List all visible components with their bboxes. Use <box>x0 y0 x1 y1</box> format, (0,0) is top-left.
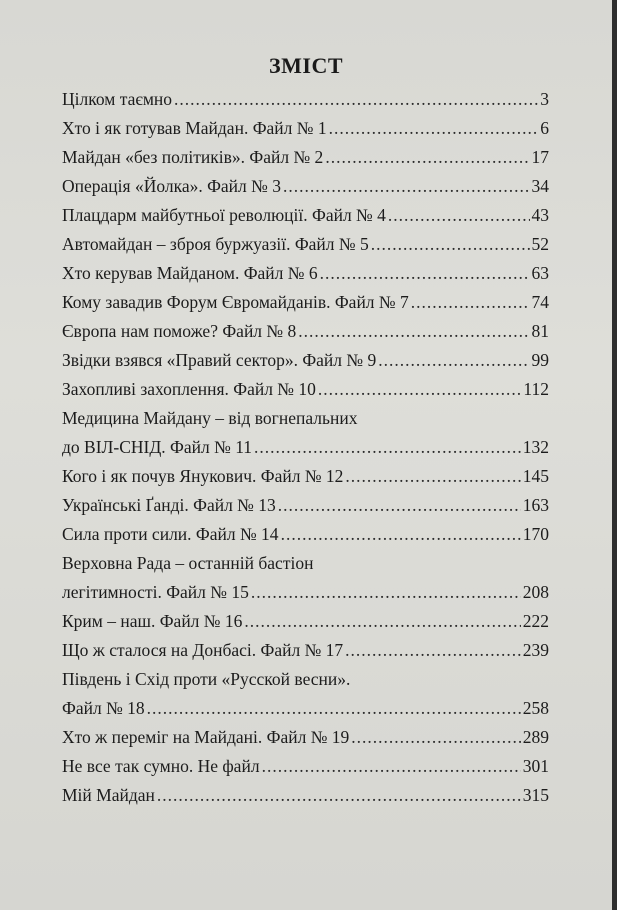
toc-entry-title: легітимності. Файл № 15 <box>62 582 249 602</box>
dot-leader <box>254 437 521 458</box>
toc-entry <box>62 437 549 466</box>
toc-entry-page-number: 208 <box>522 582 549 602</box>
dot-leader <box>147 698 521 719</box>
toc-entry-title: Крим – наш. Файл № 16 <box>62 611 243 631</box>
dot-leader <box>262 756 521 777</box>
toc-entry-page-number: 112 <box>523 379 549 399</box>
toc-entry <box>62 785 549 814</box>
toc-entry-page-number: 34 <box>531 176 549 196</box>
toc-entry-title: Файл № 18 <box>62 698 145 718</box>
dot-leader <box>174 89 538 110</box>
toc-entry-title: Хто і як готував Майдан. Файл № 1 <box>62 118 327 138</box>
toc-entry-page-number: 258 <box>522 698 549 718</box>
toc-entry-title: Майдан «без політиків». Файл № 2 <box>62 147 324 167</box>
toc-entry <box>62 89 549 118</box>
toc-entry <box>62 408 549 437</box>
toc-entry-title: Не все так сумно. Не файл <box>62 756 260 776</box>
toc-entry-title: Українські Ґанді. Файл № 13 <box>62 495 276 515</box>
toc-entry-page-number: 315 <box>522 785 549 805</box>
toc-entry-page-number: 63 <box>531 263 549 283</box>
toc-entry-title: Медицина Майдану – від вогнепальних <box>62 408 358 428</box>
dot-leader <box>244 611 520 632</box>
toc-entry-title: Кого і як почув Янукович. Файл № 12 <box>62 466 344 486</box>
toc-entry <box>62 350 549 379</box>
toc-entry <box>62 118 549 147</box>
toc-entry-title: Хто ж переміг на Майдані. Файл № 19 <box>62 727 350 747</box>
toc-entry-title: Операція «Йолка». Файл № 3 <box>62 176 281 196</box>
toc-entry-page-number: 222 <box>522 611 549 631</box>
dot-leader <box>378 350 529 371</box>
toc-entry-page-number: 43 <box>531 205 549 225</box>
toc-entry-page-number: 132 <box>522 437 549 457</box>
dot-leader <box>281 524 521 545</box>
toc-entry <box>62 669 549 698</box>
dot-leader <box>371 234 530 255</box>
toc-entry-title: Цілком таємно <box>62 89 173 109</box>
toc-entry-page-number: 74 <box>531 292 549 312</box>
toc-entry <box>62 321 549 350</box>
dot-leader <box>345 466 520 487</box>
toc-entry <box>62 582 549 611</box>
toc-entry-page-number: 239 <box>522 640 549 660</box>
toc-entry <box>62 524 549 553</box>
dot-leader <box>345 640 521 661</box>
toc-entry <box>62 466 549 495</box>
toc-entry-title: Європа нам поможе? Файл № 8 <box>62 321 297 341</box>
page-title: ЗМІСТ <box>269 53 343 78</box>
toc-entry-title: Кому завадив Форум Євромайданів. Файл № 7 <box>62 292 409 312</box>
toc-entry <box>62 234 549 263</box>
toc-entry <box>62 611 549 640</box>
dot-leader <box>388 205 530 226</box>
toc-entry-page-number: 289 <box>522 727 549 747</box>
toc-entry-page-number: 99 <box>531 350 549 370</box>
toc-entry <box>62 698 549 727</box>
toc-entry-title: Мій Майдан <box>62 785 155 805</box>
toc-entry-page-number: 6 <box>540 118 549 138</box>
dot-leader <box>351 727 520 748</box>
toc-entry <box>62 495 549 524</box>
toc-entry <box>62 553 549 582</box>
dot-leader <box>278 495 521 516</box>
toc-entry-page-number: 170 <box>522 524 549 544</box>
dot-leader <box>320 263 530 284</box>
dot-leader <box>157 785 521 806</box>
toc-entry-title: Що ж сталося на Донбасі. Файл № 17 <box>62 640 344 660</box>
toc-entry-title: Сила проти сили. Файл № 14 <box>62 524 279 544</box>
toc-entry <box>62 756 549 785</box>
toc-entry <box>62 263 549 292</box>
dot-leader <box>298 321 529 342</box>
toc-entry-page-number: 3 <box>540 89 549 109</box>
dot-leader <box>251 582 521 603</box>
toc-entry-title: Автомайдан – зброя буржуазії. Файл № 5 <box>62 234 369 254</box>
toc-entry <box>62 176 549 205</box>
toc-entry-page-number: 163 <box>522 495 549 515</box>
toc-entry-page-number: 81 <box>531 321 549 341</box>
dot-leader <box>283 176 530 197</box>
dot-leader <box>318 379 522 400</box>
toc-entry-page-number: 17 <box>531 147 549 167</box>
toc-entry-title: Верховна Рада – останній бастіон <box>62 553 314 573</box>
page-edge-shadow <box>612 0 617 910</box>
toc-entry-title: до ВІЛ-СНІД. Файл № 11 <box>62 437 253 457</box>
toc-entry <box>62 640 549 669</box>
toc-entry-page-number: 301 <box>522 756 549 776</box>
toc-entry <box>62 147 549 176</box>
dot-leader <box>329 118 539 139</box>
toc-entry <box>62 205 549 234</box>
dot-leader <box>411 292 530 313</box>
toc-entry <box>62 727 549 756</box>
toc-entry <box>62 379 549 408</box>
toc-entry-page-number: 145 <box>522 466 549 486</box>
toc-entry-title: Хто керував Майданом. Файл № 6 <box>62 263 318 283</box>
toc-entry-title: Звідки взявся «Правий сектор». Файл № 9 <box>62 350 377 370</box>
dot-leader <box>325 147 529 168</box>
toc-entry <box>62 292 549 321</box>
toc-entry-page-number: 52 <box>531 234 549 254</box>
toc-entry-title: Плацдарм майбутньої революції. Файл № 4 <box>62 205 386 225</box>
toc-entry-title: Південь і Схід проти «Русской весни». <box>62 669 351 689</box>
toc-entry-title: Захопливі захоплення. Файл № 10 <box>62 379 316 399</box>
table-of-contents <box>62 89 549 814</box>
